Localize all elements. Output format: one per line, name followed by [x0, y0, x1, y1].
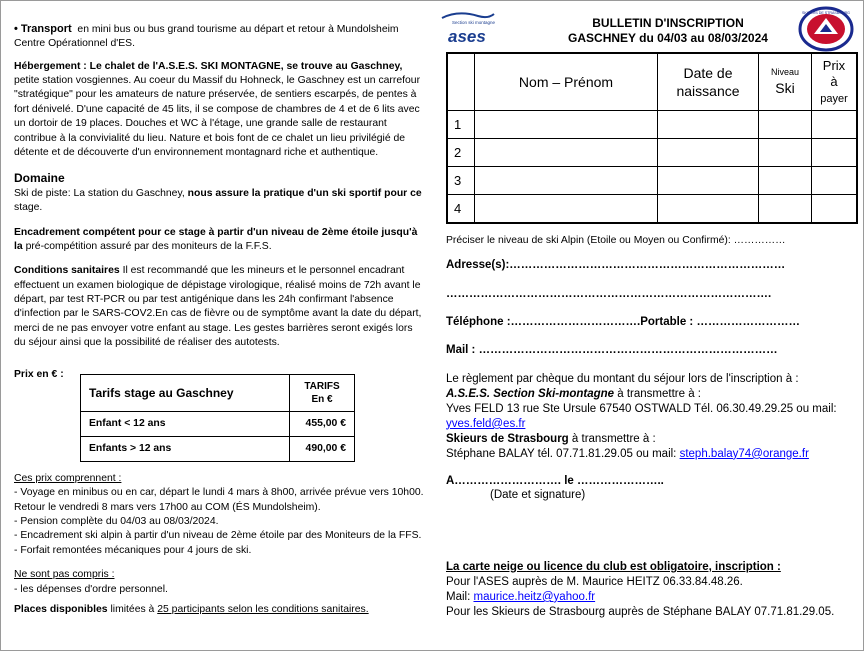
steph-mail-link[interactable]: steph.balay74@orange.fr — [679, 447, 809, 460]
svg-text:Section ski montagne: Section ski montagne — [452, 20, 496, 25]
tarifs-table — [80, 374, 355, 462]
date-cell[interactable] — [658, 139, 759, 167]
places-line: Places disponibles limitées à 25 participants selon les conditions sanitaires. — [14, 603, 369, 615]
table-row: Enfants > 12 ans 490,00 € — [81, 437, 355, 462]
level-cell[interactable] — [759, 167, 812, 195]
level-cell[interactable] — [759, 139, 812, 167]
domaine-paragraph: Ski de piste: La station du Gaschney, nous assure la pratique d'un ski sportif pour ce stage. — [14, 187, 422, 214]
tarifs-title: Tarifs stage au Gaschney — [81, 375, 290, 412]
skieurs-strasbourg-logo — [798, 6, 854, 52]
ski-level-field[interactable]: Préciser le niveau de ski Alpin (Etoile ou Moyen ou Confirmé): …………… — [446, 235, 786, 246]
col-prix: Prix à payer — [812, 53, 858, 111]
price-cell[interactable] — [812, 195, 858, 224]
ases-logo — [438, 8, 498, 48]
table-row: 3 — [447, 167, 857, 195]
yves-mail-link[interactable]: yves.feld@es.fr — [446, 417, 526, 430]
level-cell[interactable] — [759, 111, 812, 139]
page-title: BULLETIN D'INSCRIPTION GASCHNEY du 04/03 au 08/03/2024 — [568, 16, 768, 45]
signature-caption: (Date et signature) — [490, 489, 586, 501]
address-field-2[interactable]: …………………………………………………………………………. — [446, 288, 772, 300]
svg-text:ases: ases — [448, 27, 486, 46]
payment-instructions: Le règlement par chèque du montant du séjour lors de l'inscription à : A.S.E.S. Section Ski-montagne à transmettre à : Yves FELD 13 rue Ste Ursule 67540 OSTWALD Tél. 06.30.49.29.25 ou mail: yves.feld@es.fr Skieurs de Strasbourg à transmettre à : Stéphane BALAY tél. 07.71.81.29.05 ou mail: steph.balay74@orange.fr — [446, 373, 837, 460]
col-nom-prenom: Nom – Prénom — [475, 53, 658, 111]
address-field[interactable]: Adresse(s):……………………………………………………………… — [446, 259, 786, 271]
mail-field[interactable]: Mail : …………………………………………………………………… — [446, 344, 778, 356]
signature-line[interactable]: A………………………. le ………………….. — [446, 475, 664, 487]
col-date-naissance: Date de naissance — [658, 53, 759, 111]
transport-paragraph: • Transport en mini bus ou bus grand tourisme au départ et retour à Mundolsheim Centre Opérationnel d'ES. — [14, 23, 399, 50]
price-cell[interactable] — [812, 139, 858, 167]
hebergement-paragraph: Hébergement : Le chalet de l'A.S.E.S. SKI MONTAGNE, se trouve au Gaschney, petite station vosgiennes. Au coeur du Massif du Hohneck, le Gaschney est un carrefour "stratégique" pour les amateurs de nature préservée, de sentiers escarpés, de pentes à fort dénivelé. D'une capacité de 45 lits, il se compose de chambres de 4 et de 6 lits avec un dortoir de 19 places. Douches et WC à l'étage, une grande salle de restaurant contribue à la convivialité du lieu. Nature et bois font de ce chalet un lieu privilégié de détente et de découverte d'un environnement montagnard riche et authentique. — [14, 60, 421, 158]
prix-label: Prix en € : — [14, 369, 64, 380]
date-cell[interactable] — [658, 111, 759, 139]
price-cell[interactable] — [812, 111, 858, 139]
heitz-mail-link[interactable]: maurice.heitz@yahoo.fr — [473, 590, 596, 603]
table-row: 1 — [447, 111, 857, 139]
table-row: Enfant < 12 ans 455,00 € — [81, 412, 355, 437]
name-cell[interactable] — [475, 195, 658, 224]
encadrement-paragraph: Encadrement compétent pour ce stage à partir d'un niveau de 2ème étoile jusqu'à la pré-compétition assuré par des moniteurs de la F.F.S. — [14, 226, 418, 252]
date-cell[interactable] — [658, 167, 759, 195]
price-cell[interactable] — [812, 167, 858, 195]
domaine-heading: Domaine — [14, 171, 65, 186]
name-cell[interactable] — [475, 111, 658, 139]
table-row: 4 — [447, 195, 857, 224]
info-column — [14, 22, 426, 360]
phone-field[interactable]: Téléphone :…………………………….Portable : ……………………… — [446, 316, 800, 328]
inscription-table — [446, 52, 858, 224]
carte-neige-section: La carte neige ou licence du club est obligatoire, inscription : Pour l'ASES auprès de M. Maurice HEITZ 06.33.84.48.26. Mail: maurice.heitz@yahoo.fr Pour les Skieurs de Strasbourg auprès de Stéphane BALAY 07.71.81.29.05. — [446, 561, 835, 618]
name-cell[interactable] — [475, 167, 658, 195]
conditions-paragraph: Conditions sanitaires Il est recommandé que les mineurs et le personnel encadrant effectuent un examen biologique de dépistage virologique, réalisé moins de 72h avant le départ, par test RT-PCR ou par test antigénique dans les 24h confirmant l'absence d'infection par le SARS-COV2.En cas de fièvre ou de symptôme avant la date du départ, merci de ne pas envoyer votre enfant au stage. Les gestes barrières seront exigés lors du séjour ainsi que la possibilité de réaliser des autotests. — [14, 265, 422, 349]
table-row: 2 — [447, 139, 857, 167]
name-cell[interactable] — [475, 139, 658, 167]
svg-text:SKIEURS DE STRASBOURG: SKIEURS DE STRASBOURG — [802, 11, 850, 15]
col-niveau-ski: Niveau Ski — [759, 53, 812, 111]
date-cell[interactable] — [658, 195, 759, 224]
tarifs-header: TARIFS En € — [290, 375, 355, 412]
level-cell[interactable] — [759, 195, 812, 224]
prix-comprennent: Ces prix comprennent : - Voyage en minibus ou en car, départ le lundi 4 mars à 8h00, arrivée prévue vers 10h00. Retour le vendredi 8 mars vers 17h00 au COM (ÉS Mundolsheim). - Pension complète du 04/03 au 08/03/2024. - Encadrement ski alpin à partir d'un niveau de 2ème étoile par des Moniteurs de la FFS. - Forfait remontées mécaniques pour 4 jours de ski. Ne sont pas compris : - les dépenses d'ordre personnel. Places disponibles limitées à 25 participants selon les conditions sanitaires. — [14, 472, 426, 617]
